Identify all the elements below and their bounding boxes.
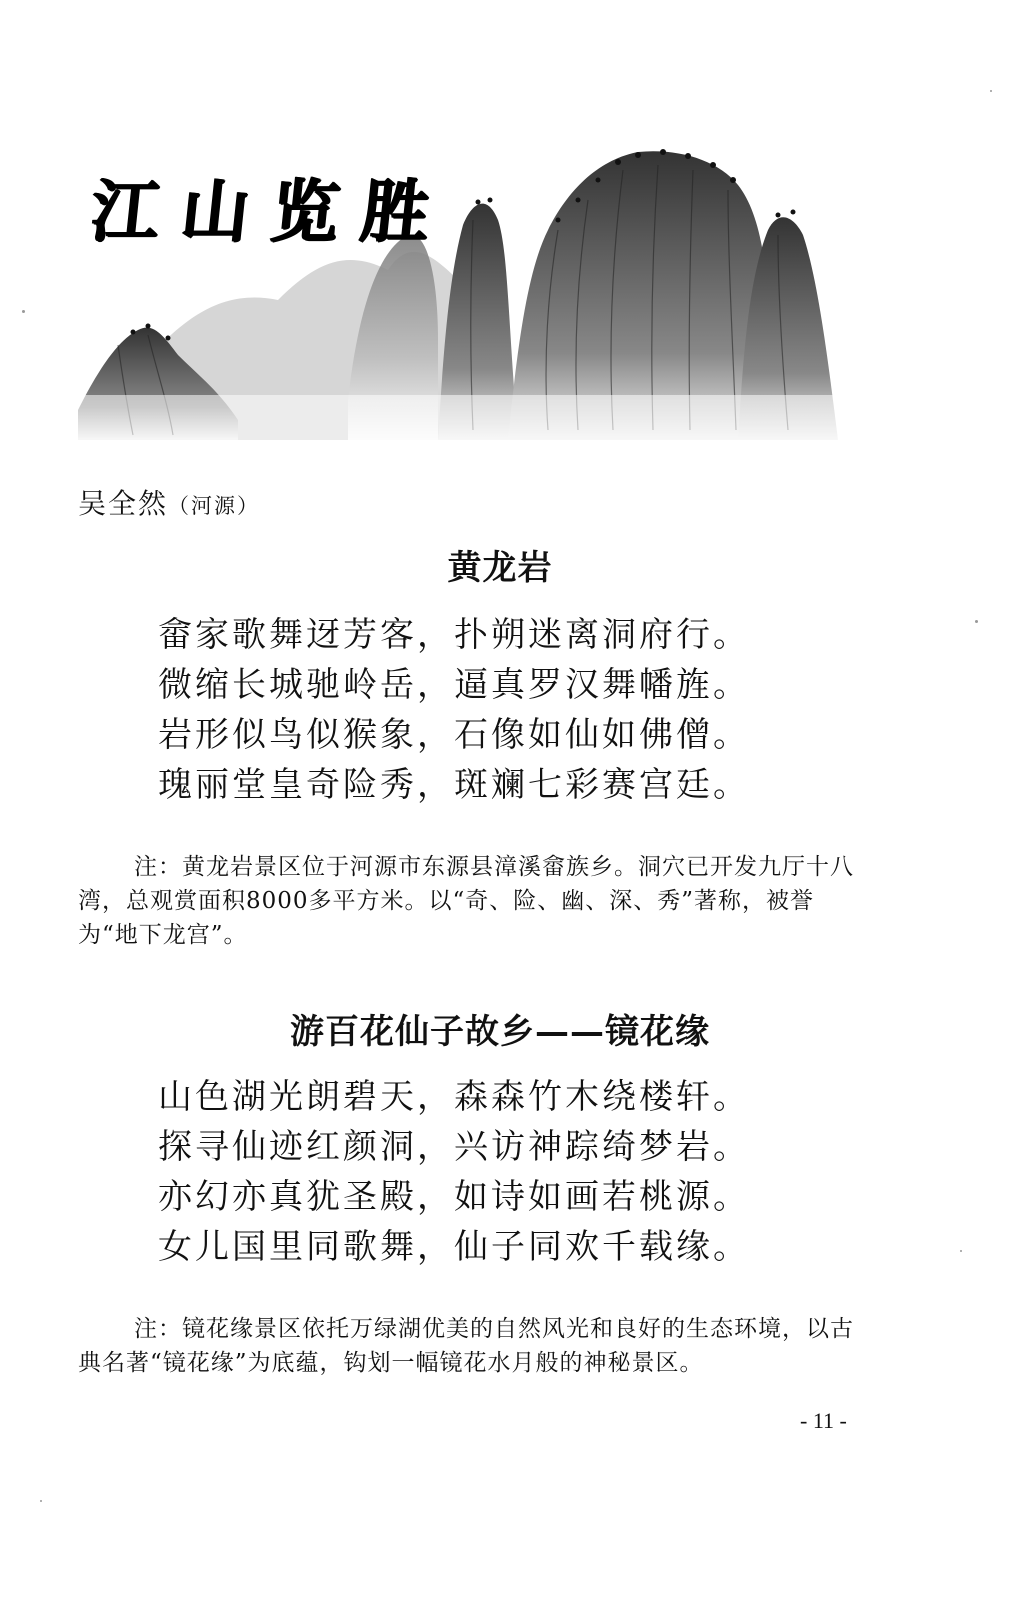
poem-title: 游百花仙子故乡——镜花缘	[290, 1012, 710, 1052]
poem-line: 岩形似鸟似猴象，石像如仙如佛僧。	[158, 715, 750, 755]
author-region: （河源）	[168, 494, 261, 518]
poem-line: 微缩长城驰岭岳，逼真罗汉舞幡旌。	[158, 665, 750, 705]
banner-title: 江山览胜	[87, 172, 456, 252]
poem-note: 注：黄龙岩景区位于河源市东源县漳溪畲族乡。洞穴已开发九厅十八湾，总观赏面积8000多平方米。以“奇、险、幽、深、秀”著称，被誉为“地下龙宫”。	[78, 854, 854, 948]
poem-note: 注：镜花缘景区依托万绿湖优美的自然风光和良好的生态环境，以古典名著“镜花缘”为底蕴，钩划一幅镜花水月般的神秘景区。	[78, 1316, 854, 1376]
scan-speck	[990, 90, 992, 92]
poem-line: 瑰丽堂皇奇险秀，斑斓七彩赛宫廷。	[158, 765, 750, 805]
poem-line: 畲家歌舞迓芳客，扑朔迷离洞府行。	[158, 615, 750, 655]
poem-line: 女儿国里同歌舞，仙子同欢千载缘。	[158, 1227, 750, 1267]
scan-speck	[960, 1250, 962, 1252]
poem-title: 黄龙岩	[447, 548, 553, 588]
page-number: - 11 -	[800, 1408, 847, 1433]
author-name: 吴全然	[78, 487, 169, 520]
poem-line: 山色湖光朗碧天，森森竹木绕楼轩。	[158, 1077, 750, 1117]
scan-speck	[40, 1500, 42, 1502]
author-byline	[78, 482, 260, 522]
poem-body	[158, 610, 750, 810]
scan-speck	[975, 620, 978, 623]
poem-line: 探寻仙迹红颜洞，兴访神踪绮梦岩。	[158, 1127, 750, 1167]
poem-line: 亦幻亦真犹圣殿，如诗如画若桃源。	[158, 1177, 750, 1217]
scan-speck	[22, 310, 25, 313]
poem-body	[158, 1072, 750, 1272]
